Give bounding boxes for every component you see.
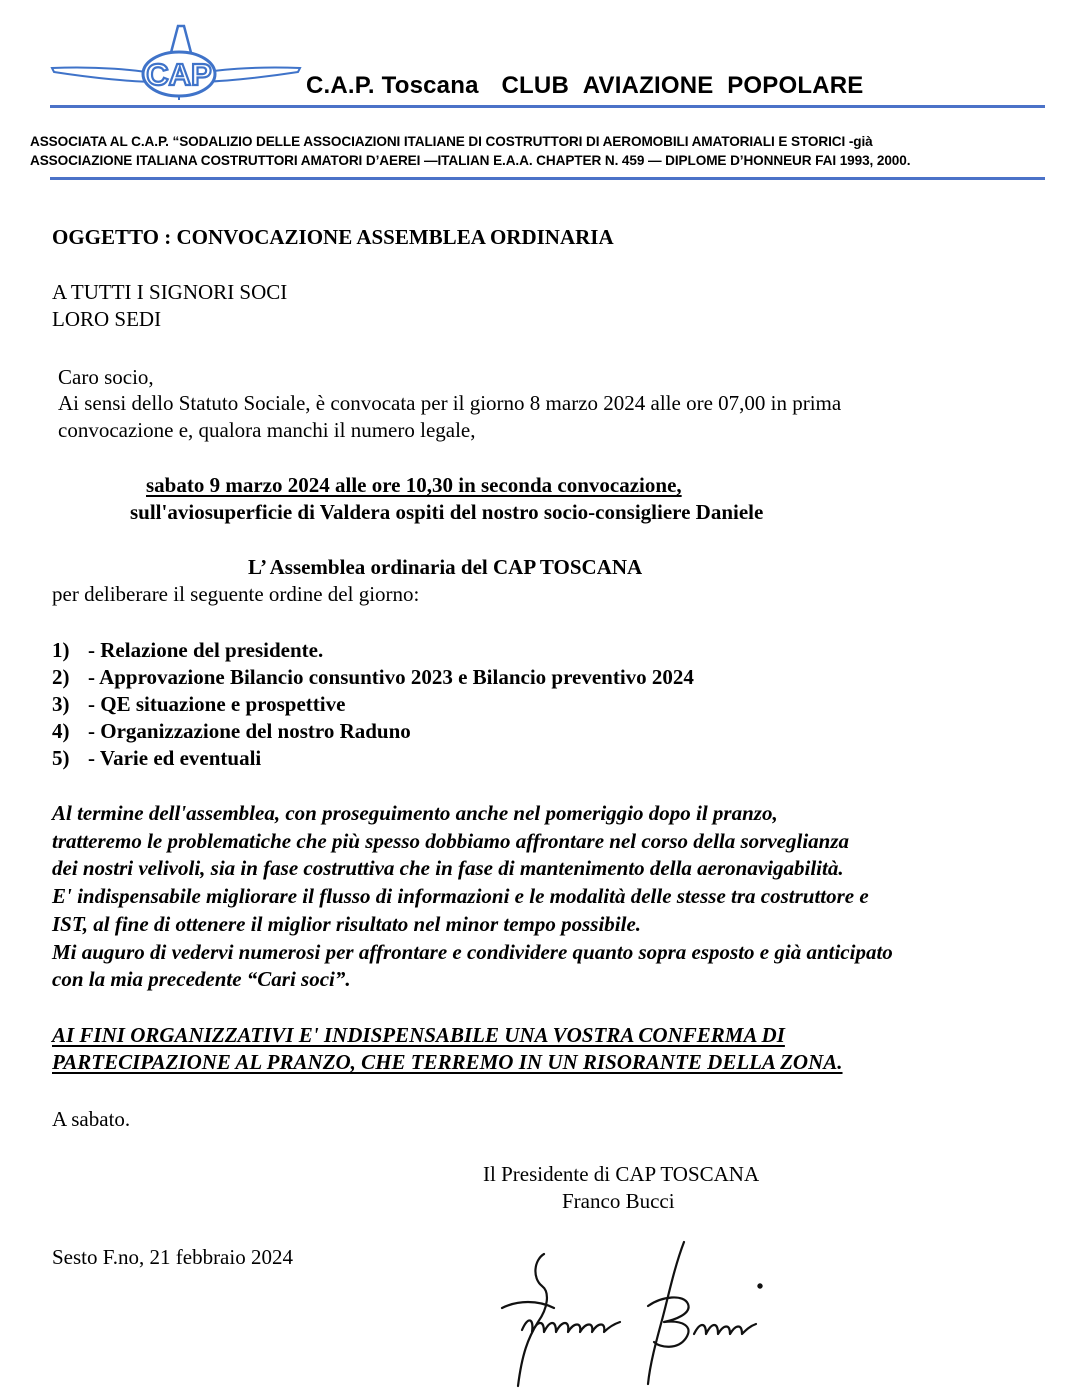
logo-text: CAP [146, 57, 212, 92]
agenda-item [52, 691, 345, 718]
assembly-title: L’ Assemblea ordinaria del CAP TOSCANA [248, 555, 643, 579]
agenda-number: 3) [52, 692, 70, 716]
agenda-item [52, 664, 694, 691]
meeting-location: sull'aviosuperficie di Valdera ospiti del nostro socio-consigliere Daniele [130, 500, 764, 524]
agenda-text: - Organizzazione del nostro Raduno [88, 719, 411, 743]
agenda-intro: per deliberare il seguente ordine del giorno: [52, 582, 420, 606]
body-line-1: Ai sensi dello Statuto Sociale, è convocata per il giorno 8 marzo 2024 alle ore 07,00 in prima [58, 391, 842, 415]
club-name-popolare: POPOLARE [727, 72, 864, 99]
handwritten-signature [498, 1238, 778, 1390]
paragraph-line: IST, al fine di ottenere il miglior risultato nel minor tempo possibile. [52, 911, 642, 936]
club-name-club: CLUB [501, 72, 569, 99]
closing: A sabato. [52, 1107, 131, 1131]
paragraph-line: con la mia precedente “Cari soci”. [52, 967, 351, 992]
agenda-text: - Relazione del presidente. [88, 638, 324, 662]
agenda-text: - Approvazione Bilancio consuntivo 2023 e Bilancio preventivo 2024 [88, 665, 694, 689]
subject: OGGETTO : CONVOCAZIONE ASSEMBLEA ORDINARIA [52, 225, 614, 249]
agenda-item [52, 637, 323, 664]
signer-name: Franco Bucci [562, 1189, 675, 1213]
agenda-number: 4) [52, 719, 70, 743]
paragraph-line: Al termine dell'assemblea, con proseguimento anche nel pomeriggio dopo il pranzo, [52, 801, 778, 825]
paragraph-line: E' indispensabile migliorare il flusso di informazioni e le modalità delle stesse tra costruttore e [52, 884, 869, 909]
club-name [306, 72, 863, 100]
agenda-text: - QE situazione e prospettive [88, 692, 346, 716]
lunch-notice-line-2: PARTECIPAZIONE AL PRANZO, CHE TERREMO IN UN RISORANTE DELLA ZONA. [52, 1050, 843, 1074]
club-name-aviazione: AVIAZIONE [582, 72, 714, 99]
paragraph-line: tratteremo le problematiche che più spesso dobbiamo affrontare nel corso della sorveglianza [52, 828, 850, 853]
header-rule-top [50, 105, 1045, 108]
workshop-paragraph [52, 800, 893, 994]
agenda-text: - Varie ed eventuali [88, 746, 262, 770]
club-name-main: C.A.P. Toscana [306, 72, 479, 99]
header-rule-bottom [50, 177, 1045, 180]
body-line-2: convocazione e, qualora manchi il numero legale, [58, 418, 476, 442]
cap-logo [48, 20, 304, 102]
paragraph-line: Mi auguro di vedervi numerosi per affrontare e condividere quanto sopra esposto e già anticipato [52, 939, 893, 964]
agenda-number: 5) [52, 746, 70, 770]
greeting: Caro socio, [58, 365, 154, 389]
association-line-1: ASSOCIATA AL C.A.P. “SODALIZIO DELLE ASSOCIAZIONI ITALIANE DI COSTRUTTORI DI AEROMOBILI AMATORIALI E STORICI -già [30, 134, 873, 149]
signer-role: Il Presidente di CAP TOSCANA [483, 1162, 760, 1186]
paragraph-line: dei nostri velivoli, sia in fase costruttiva che in fase di mantenimento della aeronavigabilità. [52, 856, 844, 881]
agenda-number: 2) [52, 665, 70, 689]
recipient-line-1: A TUTTI I SIGNORI SOCI [52, 280, 288, 304]
place-date: Sesto F.no, 21 febbraio 2024 [52, 1245, 293, 1269]
lunch-notice-line-1: AI FINI ORGANIZZATIVI E' INDISPENSABILE UNA VOSTRA CONFERMA DI [52, 1023, 785, 1047]
association-line-2: ASSOCIAZIONE ITALIANA COSTRUTTORI AMATORI D’AEREI —ITALIAN E.A.A. CHAPTER N. 459 — DIPLOME D’HONNEUR FAI 1993, 2000. [30, 153, 911, 168]
second-convocation: sabato 9 marzo 2024 alle ore 10,30 in seconda convocazione, [146, 473, 682, 497]
agenda-item [52, 745, 261, 772]
agenda-number: 1) [52, 638, 70, 662]
agenda-item [52, 718, 411, 745]
recipient-line-2: LORO SEDI [52, 307, 162, 331]
